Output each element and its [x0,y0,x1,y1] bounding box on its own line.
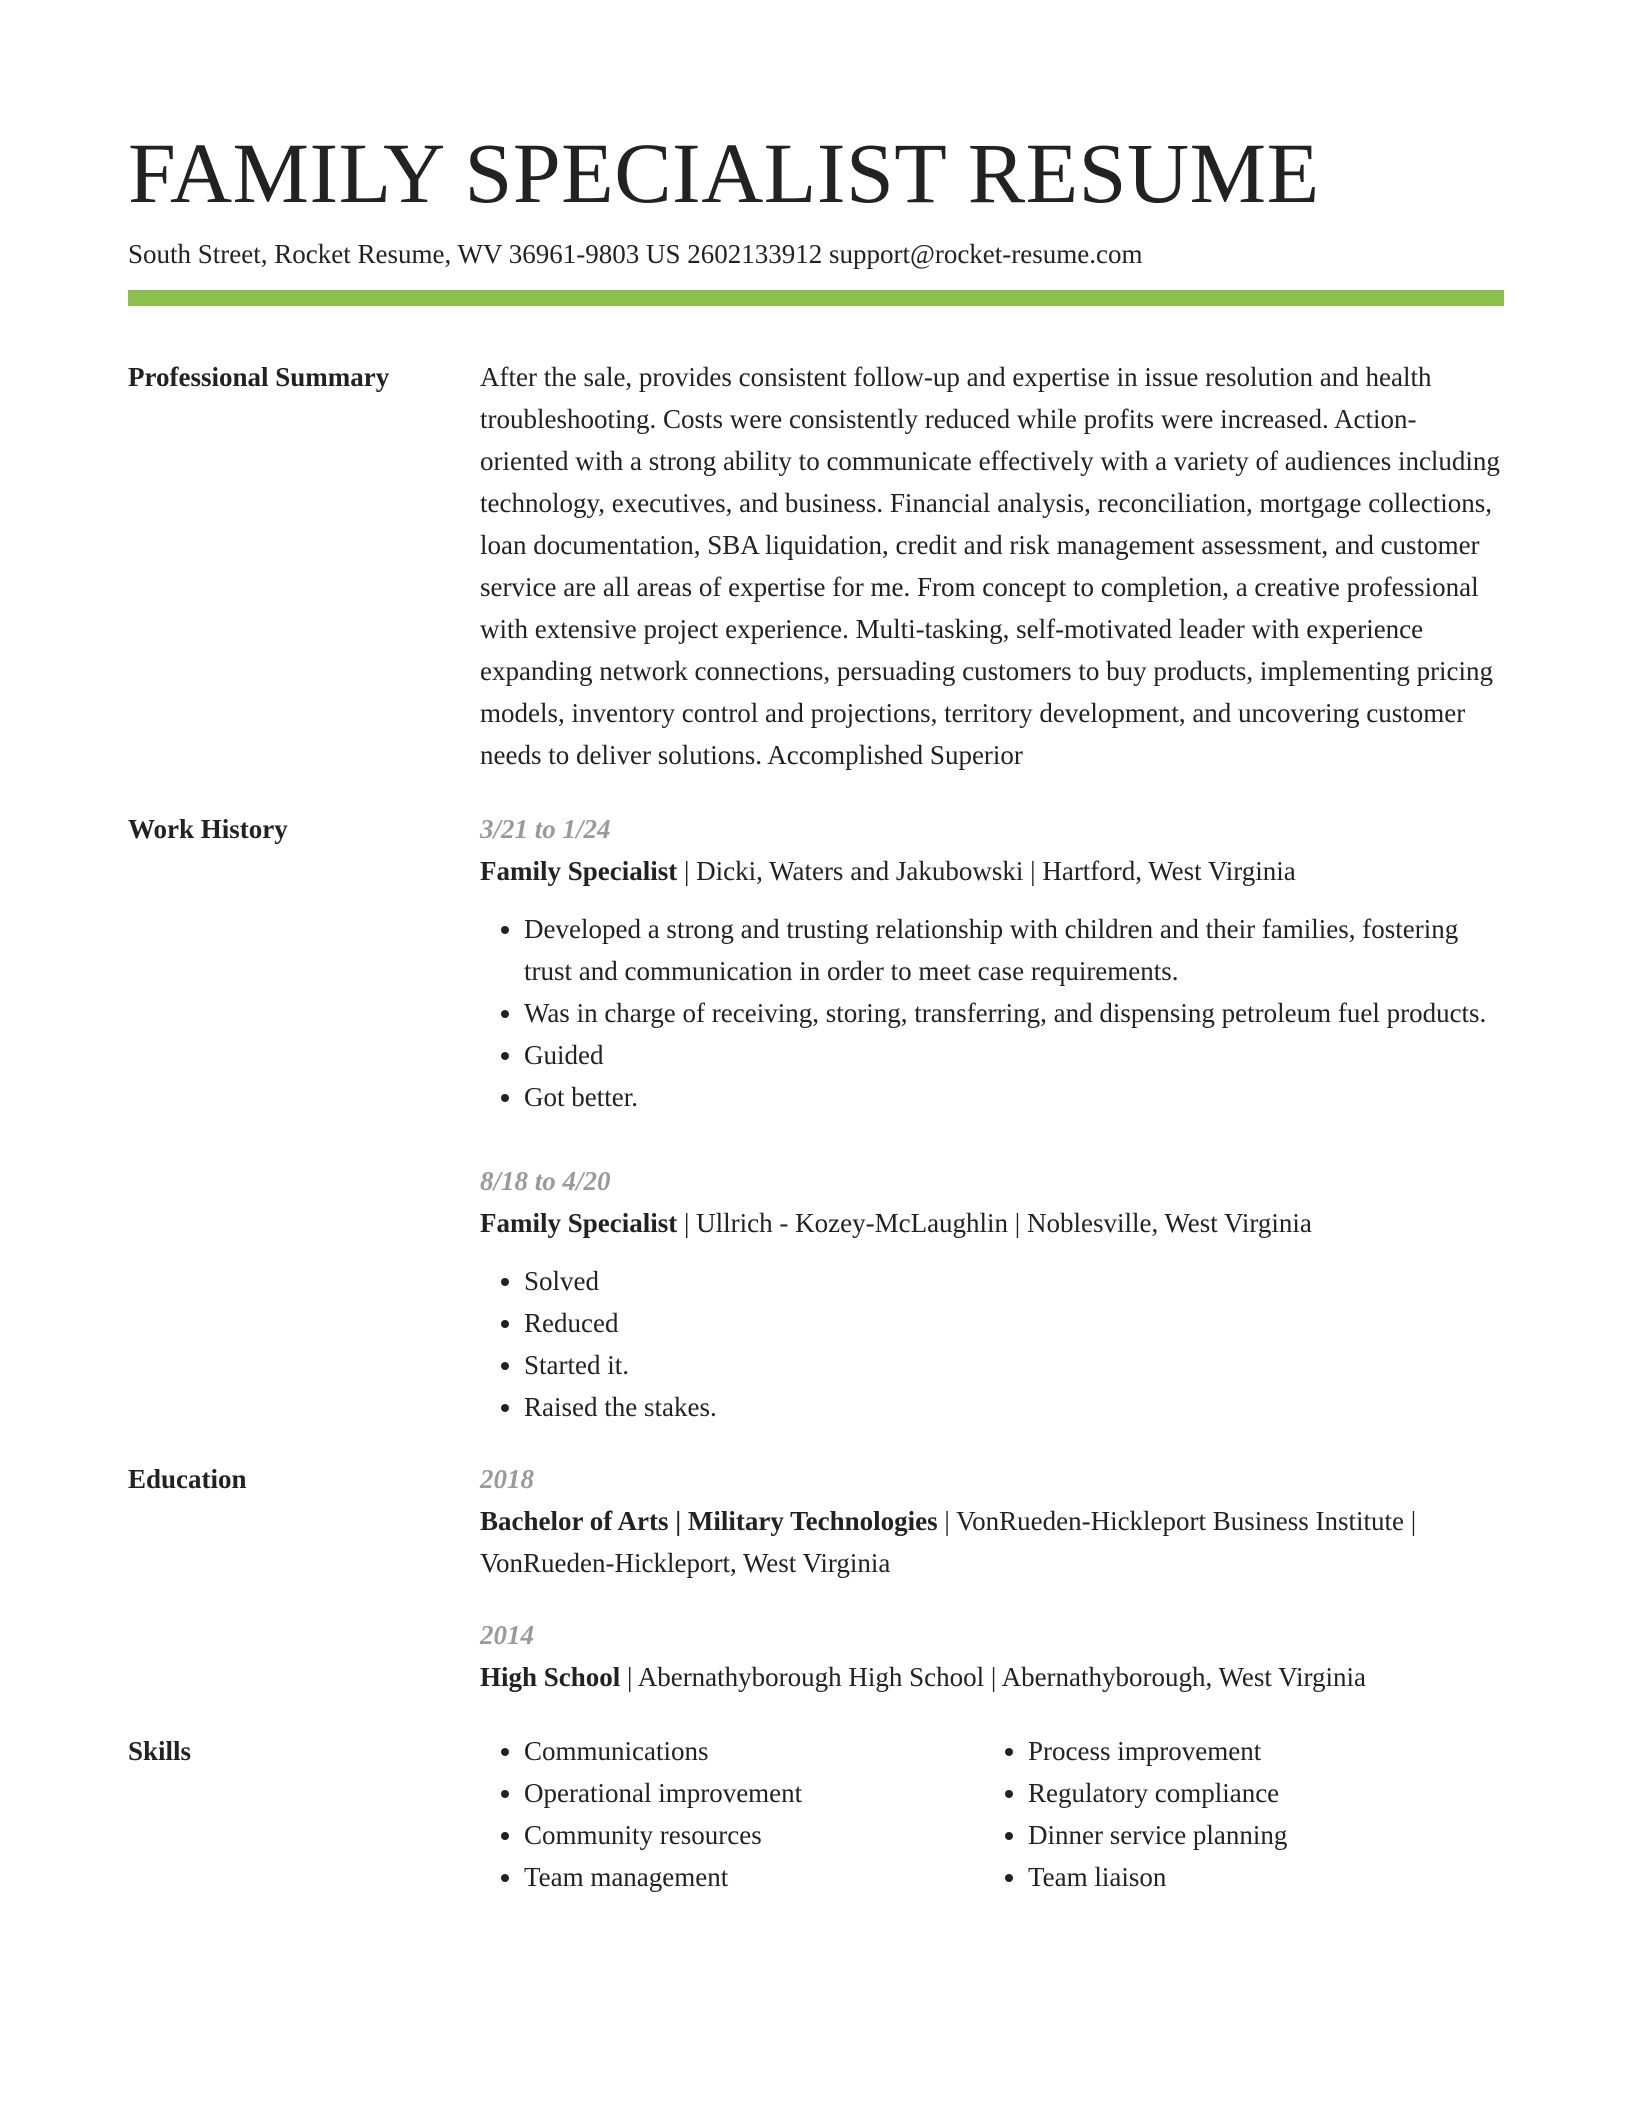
skill-item: • Team liaison [1028,1856,1504,1898]
education-line [480,1656,1504,1698]
job-title: Family Specialist [480,1208,678,1239]
job-bullet: • Was in charge of receiving, storing, transferring, and dispensing petroleum fuel products. [524,992,1504,1034]
skills-list-right [984,1730,1504,1898]
education-line [480,1500,1504,1584]
job-entry [480,808,1504,1118]
education-heading: Education [128,1464,247,1495]
work-history-section [128,808,1504,1428]
education-section [128,1458,1504,1698]
job-bullet: • Raised the stakes. [524,1386,1504,1428]
skill-item: • Operational improvement [524,1772,984,1814]
job-employer-location: | Ullrich - Kozey-McLaughlin | Noblesville, West Virginia [677,1208,1312,1239]
job-bullet: • Guided [524,1034,1504,1076]
education-degree: Bachelor of Arts | Military Technologies [480,1506,938,1537]
resume-page [128,118,1504,1898]
job-title-line [480,1202,1504,1244]
job-title-line [480,850,1504,892]
skill-item: • Process improvement [1028,1730,1504,1772]
education-school-location: | VonRueden-Hickleport Business Institute | VonRueden-Hickleport, West Virginia [480,1506,1417,1579]
education-school-location: | Abernathyborough High School | Abernathyborough, West Virginia [620,1662,1366,1693]
skills-list-left [480,1730,984,1898]
job-bullet: • Solved [524,1260,1504,1302]
skill-item: • Team management [524,1856,984,1898]
job-bullets [480,908,1504,1118]
education-entry [480,1614,1504,1698]
work-history-heading: Work History [128,814,288,845]
skills-section [128,1730,1504,1898]
skill-item: • Communications [524,1730,984,1772]
job-bullets [480,1260,1504,1428]
skill-item: • Dinner service planning [1028,1814,1504,1856]
skills-columns [480,1730,1504,1898]
job-entry [480,1160,1504,1428]
job-title: Family Specialist [480,856,678,887]
summary-heading: Professional Summary [128,362,390,393]
skill-item: • Community resources [524,1814,984,1856]
job-bullet: • Developed a strong and trusting relationship with children and their families, fostering trust and communication in order to meet case requirements. [524,908,1504,992]
summary-section [128,356,1504,776]
job-bullet: • Got better. [524,1076,1504,1118]
resume-title: FAMILY SPECIALIST RESUME [128,125,1320,221]
education-year: 2014 [480,1620,534,1651]
skills-heading: Skills [128,1736,192,1767]
contact-line: South Street, Rocket Resume, WV 36961-9803 US 2602133912 support@rocket-resume.com [128,239,1143,269]
education-year: 2018 [480,1464,534,1495]
education-entry [480,1458,1504,1584]
job-bullet: • Reduced [524,1302,1504,1344]
education-degree: High School [480,1662,621,1693]
job-dates: 8/18 to 4/20 [480,1166,611,1197]
summary-text: After the sale, provides consistent follow-up and expertise in issue resolution and health troubleshooting. Costs were consistently reduced while profits were increased. Action-oriented with a strong ability to communicate effectively with a variety of audiences including technology, executives, and business. Financial analysis, reconciliation, mortgage collections, loan documentation, SBA liquidation, credit and risk management assessment, and customer service are all areas of expertise for me. From concept to completion, a creative professional with extensive project experience. Multi-tasking, self-motivated leader with experience expanding network connections, persuading customers to buy products, implementing pricing models, inventory control and projections, territory development, and uncovering customer needs to deliver solutions. Accomplished Superior [480,362,1500,771]
job-bullet: • Started it. [524,1344,1504,1386]
job-dates: 3/21 to 1/24 [480,814,611,845]
accent-divider [128,290,1504,306]
skill-item: • Regulatory compliance [1028,1772,1504,1814]
job-employer-location: | Dicki, Waters and Jakubowski | Hartford, West Virginia [677,856,1296,887]
